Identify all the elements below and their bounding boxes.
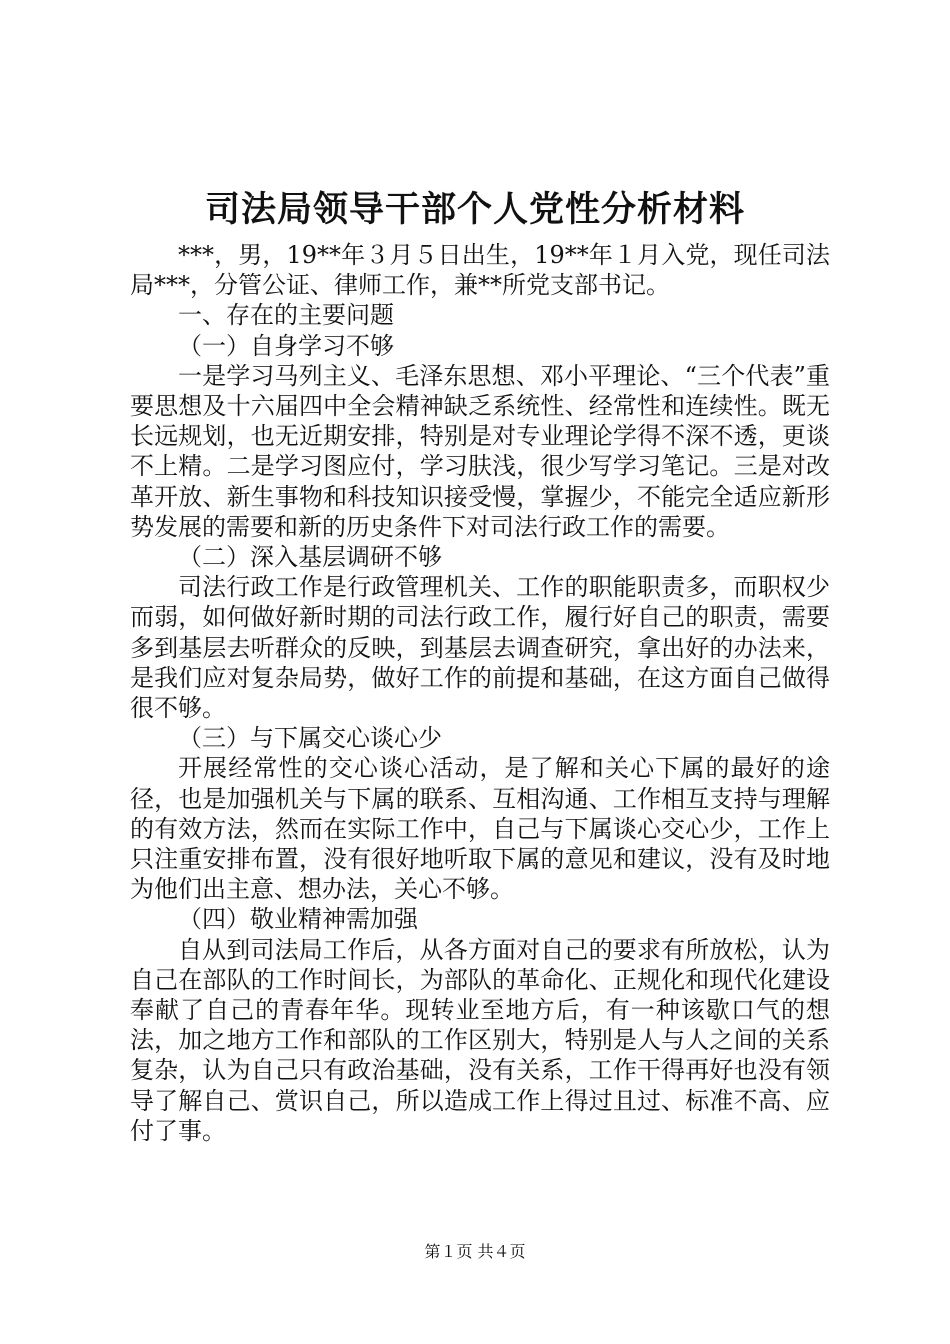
page-number-footer: 第１页 共４页 bbox=[424, 1242, 526, 1261]
paragraph-communication: 开展经常性的交心谈心活动，是了解和关心下属的最好的途径，也是加强机关与下属的联系、互相沟通、工作相互支持与理解的有效方法，然而在实际工作中，自己与下属谈心交心少，工作上只注重安排布置，没有很好地听取下属的意见和建议，没有及时地为他们出主意、想办法，关心不够。 bbox=[130, 754, 830, 904]
subheading-communication: （三）与下属交心谈心少 bbox=[178, 724, 442, 753]
document-body bbox=[130, 240, 830, 1146]
intro-paragraph: ***，男，19**年３月５日出生，19**年１月入党，现任司法局***，分管公证、律师工作，兼**所党支部书记。 bbox=[130, 241, 830, 300]
subheading-dedication: （四）敬业精神需加强 bbox=[178, 905, 418, 934]
paragraph-study: 一是学习马列主义、毛泽东思想、邓小平理论、“三个代表”重要思想及十六届四中全会精神缺乏系统性、经常性和连续性。既无长远规划，也无近期安排，特别是对专业理论学得不深不透，更谈不上精。二是学习图应付，学习肤浅，很少写学习笔记。三是对改革开放、新生事物和科技知识接受慢，掌握少，不能完全适应新形势发展的需要和新的历史条件下对司法行政工作的需要。 bbox=[130, 361, 830, 541]
document-title: 司法局领导干部个人党性分析材料 bbox=[204, 189, 745, 230]
subheading-study: （一）自身学习不够 bbox=[178, 331, 394, 360]
subheading-research: （二）深入基层调研不够 bbox=[178, 543, 442, 572]
paragraph-research: 司法行政工作是行政管理机关、工作的职能职责多，而职权少而弱，如何做好新时期的司法行政工作，履行好自己的职责，需要多到基层去听群众的反映，到基层去调查研究，拿出好的办法来，是我们应对复杂局势，做好工作的前提和基础，在这方面自己做得很不够。 bbox=[130, 573, 830, 723]
section-heading-main-problems: 一、存在的主要问题 bbox=[178, 301, 394, 330]
paragraph-dedication: 自从到司法局工作后，从各方面对自己的要求有所放松，认为自己在部队的工作时间长，为部队的革命化、正规化和现代化建设奉献了自己的青春年华。现转业至地方后，有一种该歇口气的想法，加之地方工作和部队的工作区别大，特别是人与人之间的关系复杂，认为自己只有政治基础，没有关系，工作干得再好也没有领导了解自己、赏识自己，所以造成工作上得过且过、标准不高、应付了事。 bbox=[130, 935, 830, 1145]
